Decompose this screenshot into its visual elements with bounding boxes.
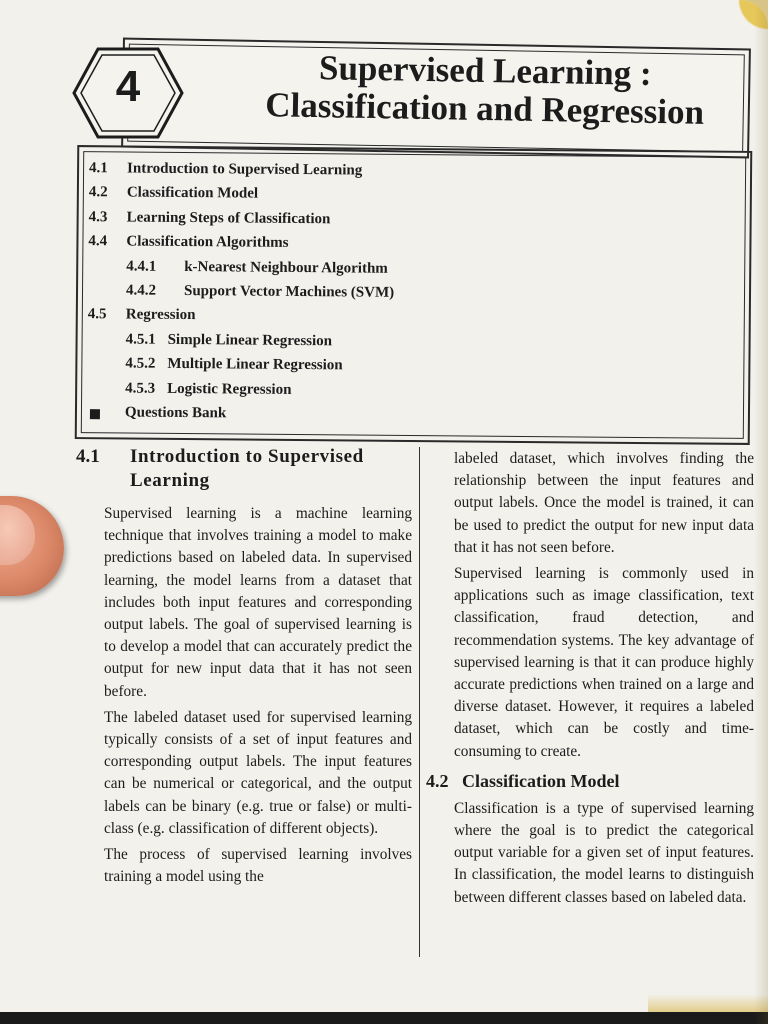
section-title: Introduction to Supervised Learning	[130, 446, 364, 491]
section-number: 4.1	[76, 446, 100, 467]
toc-text: Classification Model	[126, 184, 259, 203]
paragraph: Supervised learning is a machine learning technique that involves training a model to make predictions based on labeled data. In supervised learning, the model learns from a dataset that includes both input features and corresponding output labels. The goal of supervised learning is to develop a model that can accurately predict the output for new input data that it has not seen before.	[104, 505, 412, 700]
paragraph: The labeled dataset used for supervised learning typically consists of a set of input features and corresponding output labels. The input features can be numerical or categorical, and the output labels can be binary (e.g. true or false) or multi-class (e.g. classification of different objects).	[104, 708, 412, 837]
column-divider	[419, 447, 420, 957]
toc-text: Introduction to Supervised Learning	[127, 160, 363, 179]
toc-text: Questions Bank	[124, 404, 227, 422]
section-number: 4.2	[426, 770, 449, 791]
paragraph: Classification is a type of supervised learning where the goal is to predict the categorical output variable for a given set of input features. In classification, the model learns to distinguish between different classes based on labeled data.	[454, 799, 754, 906]
toc-text: Learning Steps of Classification	[126, 209, 331, 228]
paragraph: Supervised learning is commonly used in applications such as image classification, text classification, fraud detection, and recommendation systems. The key advantage of supervised learning is that it can produce highly accurate predictions when trained on a large and diverse dataset. However, it requires a labeled dataset, which can be costly and time-consuming to create.	[454, 565, 754, 760]
toc-text: Logistic Regression	[167, 380, 292, 398]
toc-number: 4.4.1	[126, 258, 157, 275]
chapter-header	[60, 38, 760, 158]
page-corner-top	[708, 0, 768, 40]
toc-number: 4.5.2	[125, 355, 156, 372]
right-column	[426, 448, 754, 913]
section-title: Classification Model	[462, 770, 620, 791]
chapter-title	[219, 47, 750, 132]
toc-number: 4.5.3	[125, 380, 156, 397]
chapter-title-line-1: Supervised Learning :	[318, 48, 652, 93]
toc-item	[87, 404, 748, 434]
toc-text: Simple Linear Regression	[167, 331, 333, 350]
left-column	[76, 445, 412, 892]
toc-number: 4.4.2	[125, 282, 157, 299]
square-bullet-icon	[90, 409, 100, 419]
chapter-title-line-2: Classification and Regression	[264, 85, 705, 132]
chapter-number: 4	[115, 62, 141, 111]
section-heading-4-2	[426, 769, 754, 793]
toc-number: 4.3	[88, 208, 108, 226]
toc-text: Classification Algorithms	[126, 233, 289, 252]
toc-text: Support Vector Machines (SVM)	[183, 282, 395, 301]
toc-number: 4.1	[89, 160, 108, 177]
paragraph: labeled dataset, which involves finding the relationship between the input features and output labels. Once the model is trained, it can be used to predict the output for new input data that it has not seen before.	[454, 450, 754, 556]
page-bottom-edge	[0, 1012, 768, 1024]
toc-number: 4.5.1	[125, 331, 156, 348]
toc-text: k-Nearest Neighbour Algorithm	[184, 258, 388, 277]
toc-number: 4.2	[88, 184, 108, 201]
toc-text: Multiple Linear Regression	[167, 355, 343, 374]
paragraph: The process of supervised learning involves training a model using the	[104, 846, 412, 886]
toc-number: 4.4	[88, 233, 108, 250]
toc-number: 4.5	[87, 306, 107, 323]
section-heading-4-1	[76, 445, 412, 493]
toc-text: Regression	[125, 306, 196, 324]
chapter-contents	[75, 145, 753, 445]
